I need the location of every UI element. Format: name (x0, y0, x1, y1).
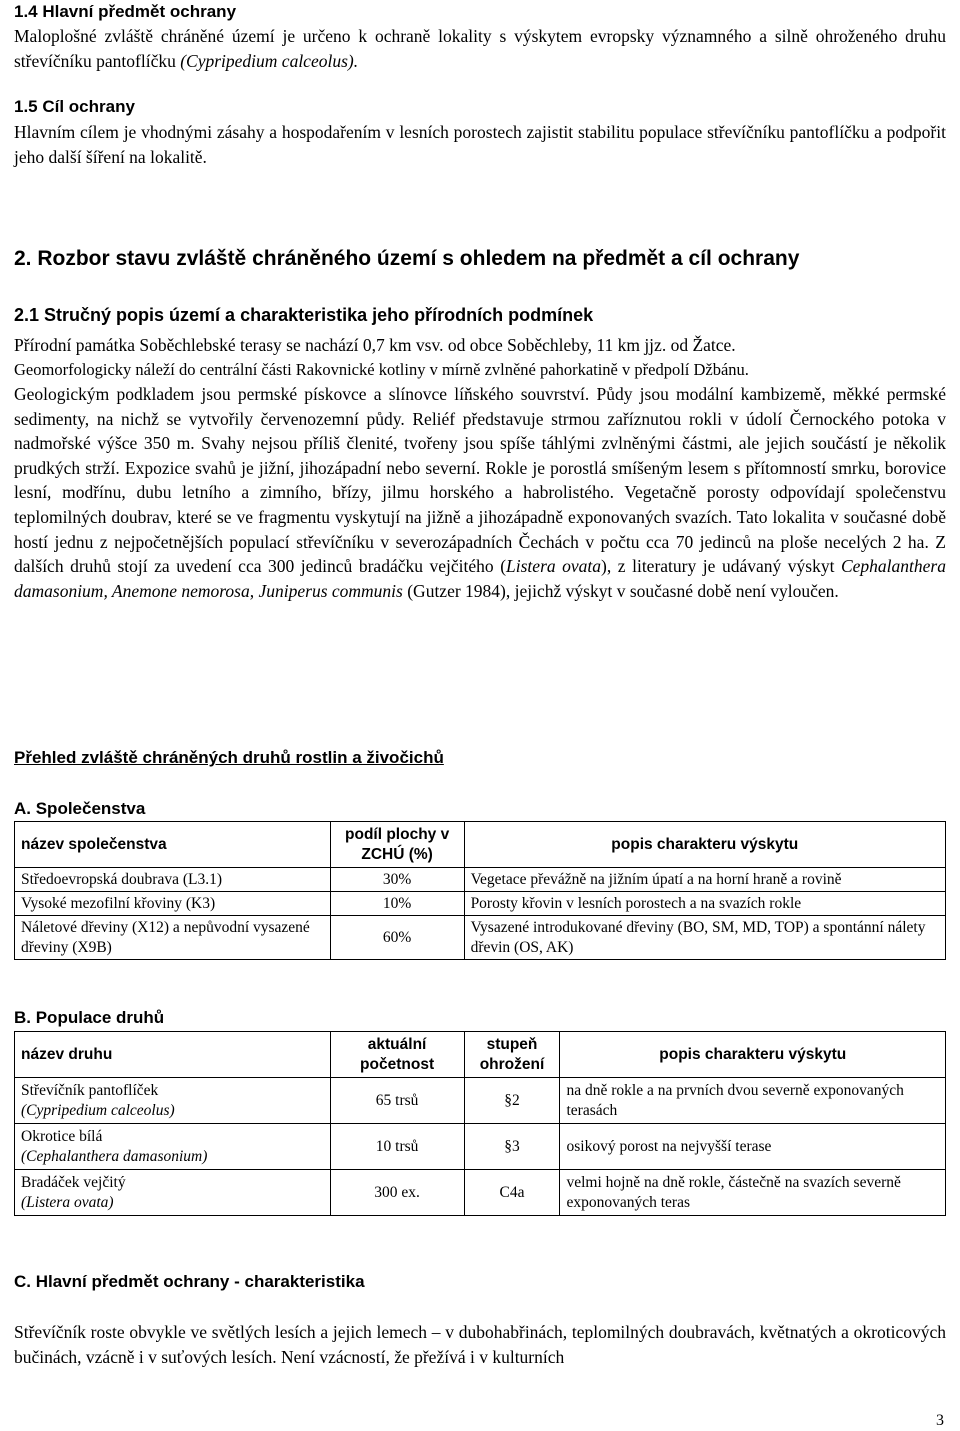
table-cell: C4a (464, 1170, 560, 1216)
table-b-header-row (15, 1032, 946, 1078)
paragraph-2-1-description (14, 382, 946, 603)
table-cell: Vysoké mezofilní křoviny (K3) (15, 892, 331, 916)
table-cell: 65 trsů (330, 1078, 464, 1124)
table-b-title: B. Populace druhů (14, 1008, 165, 1027)
paragraph-1-4-text: Maloplošné zvláště chráněné území je určeno k ochraně lokality s výskytem evropsky významného a silně ohroženého druhu střevíčníku pantoflíčku (14, 26, 946, 71)
species-latin-name: (Cephalanthera damasonium) (21, 1147, 208, 1165)
description-text: Geologickým podkladem jsou permské pískovce a slínovce líňského souvrství. Půdy jsou modální kambizemě, měkké permské sedimenty, na nichž se vytvořily červenozemní půdy. Reliéf představuje strmou zaříznutou rokli v údolí Černockého potoka v nadmořské výšce 350 m. Svahy nejsou příliš členité, tvořeny jsou spíše táhlými zvlněnými částmi, ale jejich součástí je několik prudkých strží. Expozice svahů je jižní, jihozápadní nebo severní. Rokle je porostlá smíšeným lesem s přítomností smrku, borovice lesní, modřínu, dubu letního a zimního, břízy, jilmu horského a habrolistého. Vegetačně porosty odpovídají společenstvu teplomilných doubrav, které se ve fragmentu vyskytují na jižně a jihozápadně exponovaných svazích. Tato lokalita v současné době hostí jednu z nejpočetnějších populací střevíčníku v severozápadních Čechách v počtu cca 70 jedinců na ploše necelých 2 ha. Z dalších druhů stojí za uvedení cca 300 jedinců bradáčku vejčitého ( (14, 384, 946, 577)
species-czech-name: Střevíčník pantoflíček (21, 1081, 159, 1099)
species-czech-name: Okrotice bílá (21, 1127, 103, 1145)
table-row (15, 868, 946, 892)
heading-1-4: 1.4 Hlavní předmět ochrany (14, 2, 237, 21)
table-a-header-description: popis charakteru výskytu (464, 822, 945, 868)
page-number: 3 (936, 1412, 944, 1429)
heading-2: 2. Rozbor stavu zvláště chráněného území s ohledem na předmět a cíl ochrany (14, 247, 800, 270)
table-cell: 10 trsů (330, 1124, 464, 1170)
paragraph-2-1-geomorphology: Geomorfologicky náleží do centrální části Rakovnické kotliny v mírně zvlněné pahorkatině v předpolí Džbánu. (14, 360, 749, 379)
species-name-italic: (Cypripedium calceolus). (180, 50, 359, 71)
paragraph-2-1-location: Přírodní památka Soběchlebské terasy se nachází 0,7 km vsv. od obce Soběchleby, 11 km jjz. od Žatce. (14, 335, 736, 355)
table-b-header-name: název druhu (15, 1032, 331, 1078)
species-latin-name: (Listera ovata) (21, 1193, 114, 1211)
paragraph-c: Střevíčník roste obvykle ve světlých lesích a jejich lemech – v dubohabřinách, teplomilných doubravách, květnatých a okroticových bučinách, vzácně i v suťových lesích. Není vzácností, že přežívá i v kulturních (14, 1322, 946, 1367)
table-cell: 300 ex. (330, 1170, 464, 1216)
table-a (14, 821, 946, 960)
table-cell: 10% (330, 892, 464, 916)
table-cell: osikový porost na nejvyšší terase (560, 1124, 946, 1170)
species-czech-name: Bradáček vejčitý (21, 1173, 126, 1191)
paragraph-1-4 (14, 24, 946, 73)
table-cell: na dně rokle a na prvních dvou severně exponovaných terasách (560, 1078, 946, 1124)
table-b-header-count: aktuální početnost (330, 1032, 464, 1078)
table-row (15, 1170, 946, 1216)
table-b (14, 1031, 946, 1216)
table-cell: Vysazené introdukované dřeviny (BO, SM, MD, TOP) a spontánní nálety dřevin (OS, AK) (464, 916, 945, 960)
table-a-header-share: podíl plochy v ZCHÚ (%) (330, 822, 464, 868)
table-row (15, 916, 946, 960)
description-text-2: ), z literatury je udávaný výskyt (601, 556, 841, 577)
table-cell: 30% (330, 868, 464, 892)
table-cell: Středoevropská doubrava (L3.1) (15, 868, 331, 892)
table-b-header-description: popis charakteru výskytu (560, 1032, 946, 1078)
species-cell (15, 1124, 331, 1170)
table-cell: Vegetace převážně na jižním úpatí a na horní hraně a rovině (464, 868, 945, 892)
table-row (15, 1124, 946, 1170)
species-list-italic: Cephalanthera damasonium, Anemone nemorosa, Juniperus communis (14, 556, 946, 601)
table-row (15, 892, 946, 916)
table-cell: 60% (330, 916, 464, 960)
paragraph-1-5: Hlavním cílem je vhodnými zásahy a hospodařením v lesních porostech zajistit stabilitu populace střevíčníku pantoflíčku a podpořit jeho další šíření na lokalitě. (14, 122, 946, 167)
overview-heading: Přehled zvláště chráněných druhů rostlin a živočichů (14, 748, 444, 767)
heading-c: C. Hlavní předmět ochrany - charakteristika (14, 1272, 365, 1291)
table-cell: §2 (464, 1078, 560, 1124)
table-a-title: A. Společenstva (14, 799, 146, 818)
table-cell: Náletové dřeviny (X12) a nepůvodní vysazené dřeviny (X9B) (15, 916, 331, 960)
table-a-header-row (15, 822, 946, 868)
species-cell (15, 1170, 331, 1216)
table-row (15, 1078, 946, 1124)
heading-2-1: 2.1 Stručný popis území a charakteristika jeho přírodních podmínek (14, 305, 594, 325)
table-b-header-threat: stupeň ohrožení (464, 1032, 560, 1078)
table-cell: Porosty křovin v lesních porostech a na svazích rokle (464, 892, 945, 916)
table-cell: §3 (464, 1124, 560, 1170)
heading-1-5: 1.5 Cíl ochrany (14, 97, 135, 116)
species-latin-name: (Cypripedium calceolus) (21, 1101, 175, 1119)
table-cell: velmi hojně na dně rokle, částečně na svazích severně exponovaných teras (560, 1170, 946, 1216)
listera-italic: Listera ovata (506, 556, 602, 577)
description-text-3: (Gutzer 1984), jejichž výskyt v současné době není vyloučen. (402, 580, 839, 601)
table-a-header-name: název společenstva (15, 822, 331, 868)
species-cell (15, 1078, 331, 1124)
